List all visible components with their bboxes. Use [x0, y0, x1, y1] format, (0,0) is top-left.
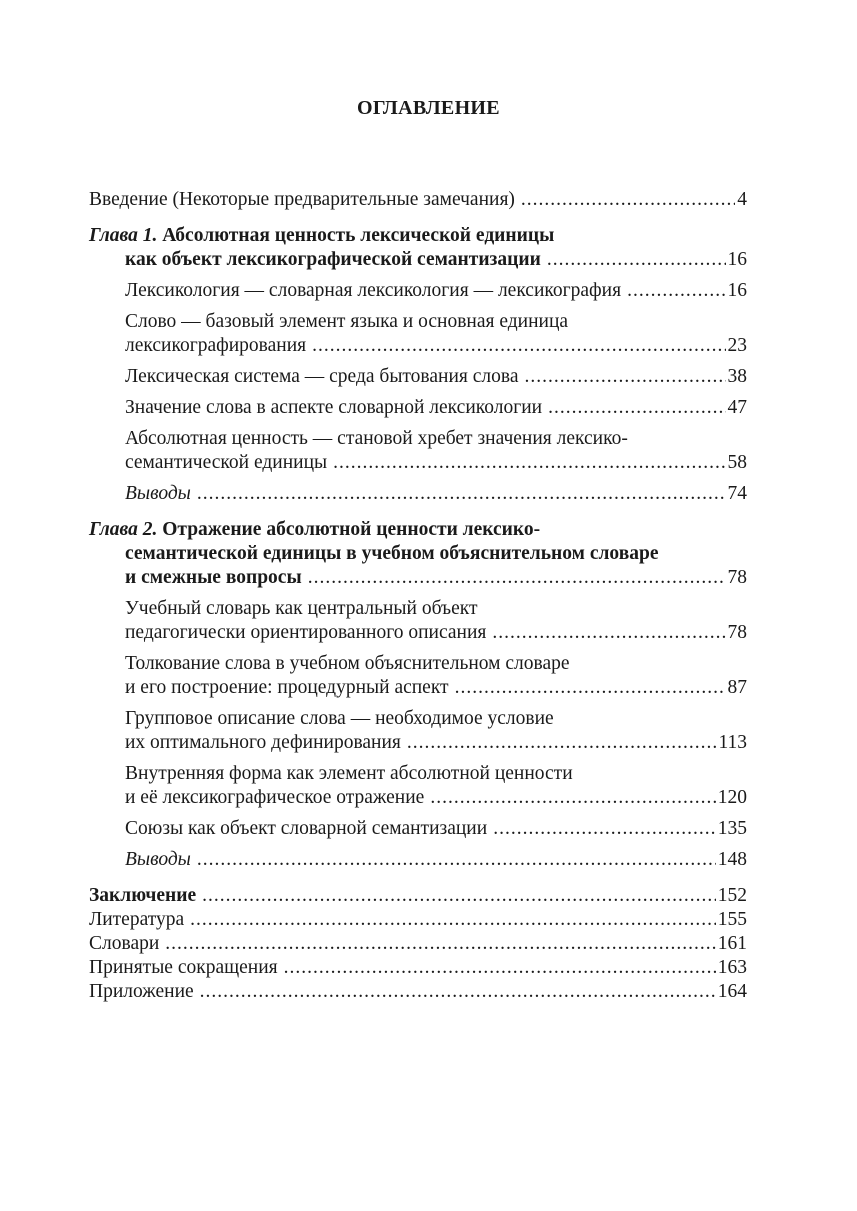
toc-section-title: Лексикология — словарная лексикология — лексикография [125, 280, 622, 301]
toc-section-title: Выводы [125, 483, 191, 504]
toc-page-number: 113 [718, 732, 747, 753]
dot-leader [548, 396, 725, 420]
toc-section[interactable] [89, 427, 747, 475]
toc-entry-title: Приложение [89, 981, 194, 1002]
toc-page-number: 58 [727, 452, 747, 473]
toc-entry-title: Литература [89, 909, 185, 930]
toc-entry-intro[interactable] [89, 188, 747, 212]
toc-section[interactable] [89, 762, 747, 810]
toc-page-number: 78 [727, 622, 747, 643]
toc-section-conclusions[interactable] [89, 848, 747, 872]
chapter-title-line: как объект лексикографической семантизации [125, 249, 541, 270]
dot-leader [308, 566, 726, 590]
dot-leader [202, 884, 716, 908]
dot-leader [197, 848, 716, 872]
toc-page-number: 155 [717, 909, 747, 930]
table-of-contents [89, 188, 747, 1004]
toc-page-number: 135 [717, 818, 747, 839]
toc-page-number: 38 [727, 366, 747, 387]
toc-section-title: Слово — базовый элемент языка и основная единица [125, 311, 569, 332]
toc-chapter-1[interactable] [89, 224, 747, 272]
toc-section-title: и его построение: процедурный аспект [125, 677, 449, 698]
dot-leader [312, 334, 725, 358]
toc-section-title: Учебный словарь как центральный объект [125, 598, 478, 619]
toc-section[interactable] [89, 279, 747, 303]
dot-leader [333, 451, 725, 475]
toc-entry-title: Словари [89, 933, 160, 954]
toc-chapter-2[interactable] [89, 518, 747, 590]
dot-leader [190, 908, 716, 932]
dot-leader [493, 817, 716, 841]
chapter-label: Глава 1. [89, 225, 158, 246]
chapter-title-line: Абсолютная ценность лексической единицы [162, 225, 555, 246]
toc-page-number: 74 [727, 483, 747, 504]
chapter-title-line: семантической единицы в учебном объяснительном словаре [125, 543, 659, 564]
toc-section[interactable] [89, 310, 747, 358]
toc-page-number: 87 [727, 677, 747, 698]
toc-section[interactable] [89, 652, 747, 700]
toc-section-title: семантической единицы [125, 452, 328, 473]
toc-page-number: 161 [717, 933, 747, 954]
toc-section[interactable] [89, 707, 747, 755]
dot-leader [525, 365, 726, 389]
toc-page-number: 148 [717, 849, 747, 870]
toc-section-title: Лексическая система — среда бытования слова [125, 366, 519, 387]
toc-section-title: Абсолютная ценность — становой хребет значения лексико- [125, 428, 628, 449]
toc-entry-appendix[interactable] [89, 980, 747, 1004]
toc-entry-title: Принятые сокращения [89, 957, 278, 978]
toc-section-title: Выводы [125, 849, 191, 870]
toc-section-title: и её лексикографическое отражение [125, 787, 425, 808]
toc-entry-conclusion[interactable] [89, 884, 747, 908]
dot-leader [165, 932, 715, 956]
dot-leader [284, 956, 716, 980]
toc-section-title: Внутренняя форма как элемент абсолютной ценности [125, 763, 573, 784]
page-title: ОГЛАВЛЕНИЕ [357, 97, 500, 119]
toc-section-title: лексикографирования [125, 335, 307, 356]
dot-leader [627, 279, 725, 303]
toc-page-number: 152 [717, 885, 747, 906]
toc-section-title: Союзы как объект словарной семантизации [125, 818, 488, 839]
toc-section[interactable] [89, 365, 747, 389]
toc-page-number: 120 [717, 787, 747, 808]
toc-section-conclusions[interactable] [89, 482, 747, 506]
toc-page-number: 163 [717, 957, 747, 978]
toc-page-number: 47 [727, 397, 747, 418]
toc-entry-abbreviations[interactable] [89, 956, 747, 980]
dot-leader [200, 980, 716, 1004]
dot-leader [407, 731, 717, 755]
dot-leader [492, 621, 725, 645]
toc-page-number: 23 [727, 335, 747, 356]
dot-leader [197, 482, 726, 506]
toc-page-number: 16 [727, 249, 747, 270]
dot-leader [430, 786, 715, 810]
toc-section-title: Групповое описание слова — необходимое условие [125, 708, 554, 729]
toc-section[interactable] [89, 597, 747, 645]
chapter-title-line: Отражение абсолютной ценности лексико- [162, 519, 541, 540]
toc-section-title: Толкование слова в учебном объяснительном словаре [125, 653, 570, 674]
toc-entry-title: Введение (Некоторые предварительные замечания) [89, 189, 515, 210]
dot-leader [547, 248, 726, 272]
toc-page-number: 164 [717, 981, 747, 1002]
toc-section-title: Значение слова в аспекте словарной лексикологии [125, 397, 543, 418]
toc-section-title: их оптимального дефинирования [125, 732, 401, 753]
toc-page-number: 16 [727, 280, 747, 301]
dot-leader [521, 188, 735, 212]
toc-page-number: 4 [737, 189, 747, 210]
toc-section[interactable] [89, 817, 747, 841]
toc-entry-dictionaries[interactable] [89, 932, 747, 956]
dot-leader [455, 676, 726, 700]
toc-entry-literature[interactable] [89, 908, 747, 932]
toc-entry-title: Заключение [89, 885, 197, 906]
toc-page-number: 78 [727, 567, 747, 588]
toc-section[interactable] [89, 396, 747, 420]
chapter-title-line: и смежные вопросы [125, 567, 302, 588]
toc-section-title: педагогически ориентированного описания [125, 622, 487, 643]
chapter-label: Глава 2. [89, 519, 158, 540]
